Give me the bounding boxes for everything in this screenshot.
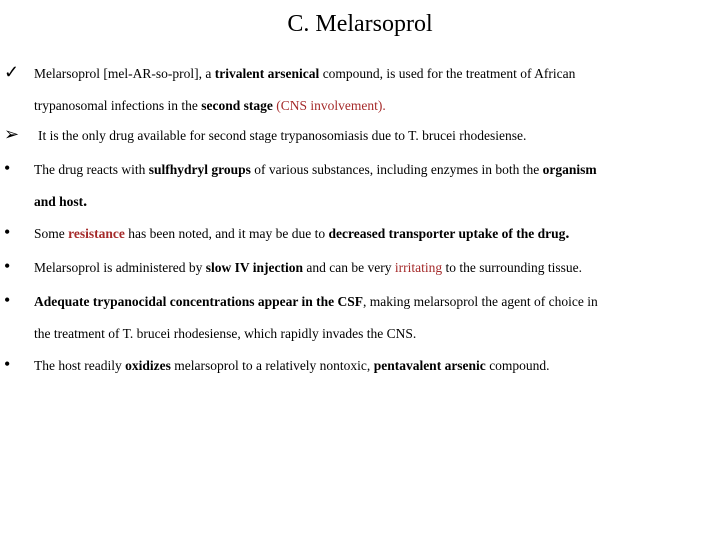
item-text: The host readily oxidizes melarsoprol to a relatively nontoxic, pentavalent arsenic compound.: [34, 358, 550, 373]
dot-bullet-icon: •: [4, 222, 11, 242]
item-text: The drug reacts with sulfhydryl groups of various substances, including enzymes in both the organism and host.: [34, 162, 597, 210]
dot-bullet-icon: •: [4, 290, 11, 310]
item-text: It is the only drug available for second stage trypanosomiasis due to T. brucei rhodesiense.: [38, 128, 527, 143]
item-text: Melarsoprol is administered by slow IV injection and can be very irritating to the surrounding tissue.: [34, 260, 582, 275]
item-text: Melarsoprol [mel-AR-so-prol], a trivalent arsenical compound, is used for the treatment of African trypanosomal infections in the second stage (CNS involvement).: [34, 66, 576, 113]
item-text: Adequate trypanocidal concentrations appear in the CSF, making melarsoprol the agent of choice in the treatment of T. brucei rhodesiense, which rapidly invades the CNS.: [34, 294, 598, 341]
checkmark-icon: ✓: [4, 62, 20, 82]
dot-bullet-icon: •: [4, 354, 11, 374]
slide-title: C. Melarsoprol: [287, 11, 433, 37]
arrow-bullet-icon: ➢: [4, 124, 20, 144]
dot-bullet-icon: •: [4, 158, 11, 178]
item-text: Some resistance has been noted, and it may be due to decreased transporter uptake of the drug.: [34, 225, 570, 242]
dot-bullet-icon: •: [4, 256, 11, 276]
